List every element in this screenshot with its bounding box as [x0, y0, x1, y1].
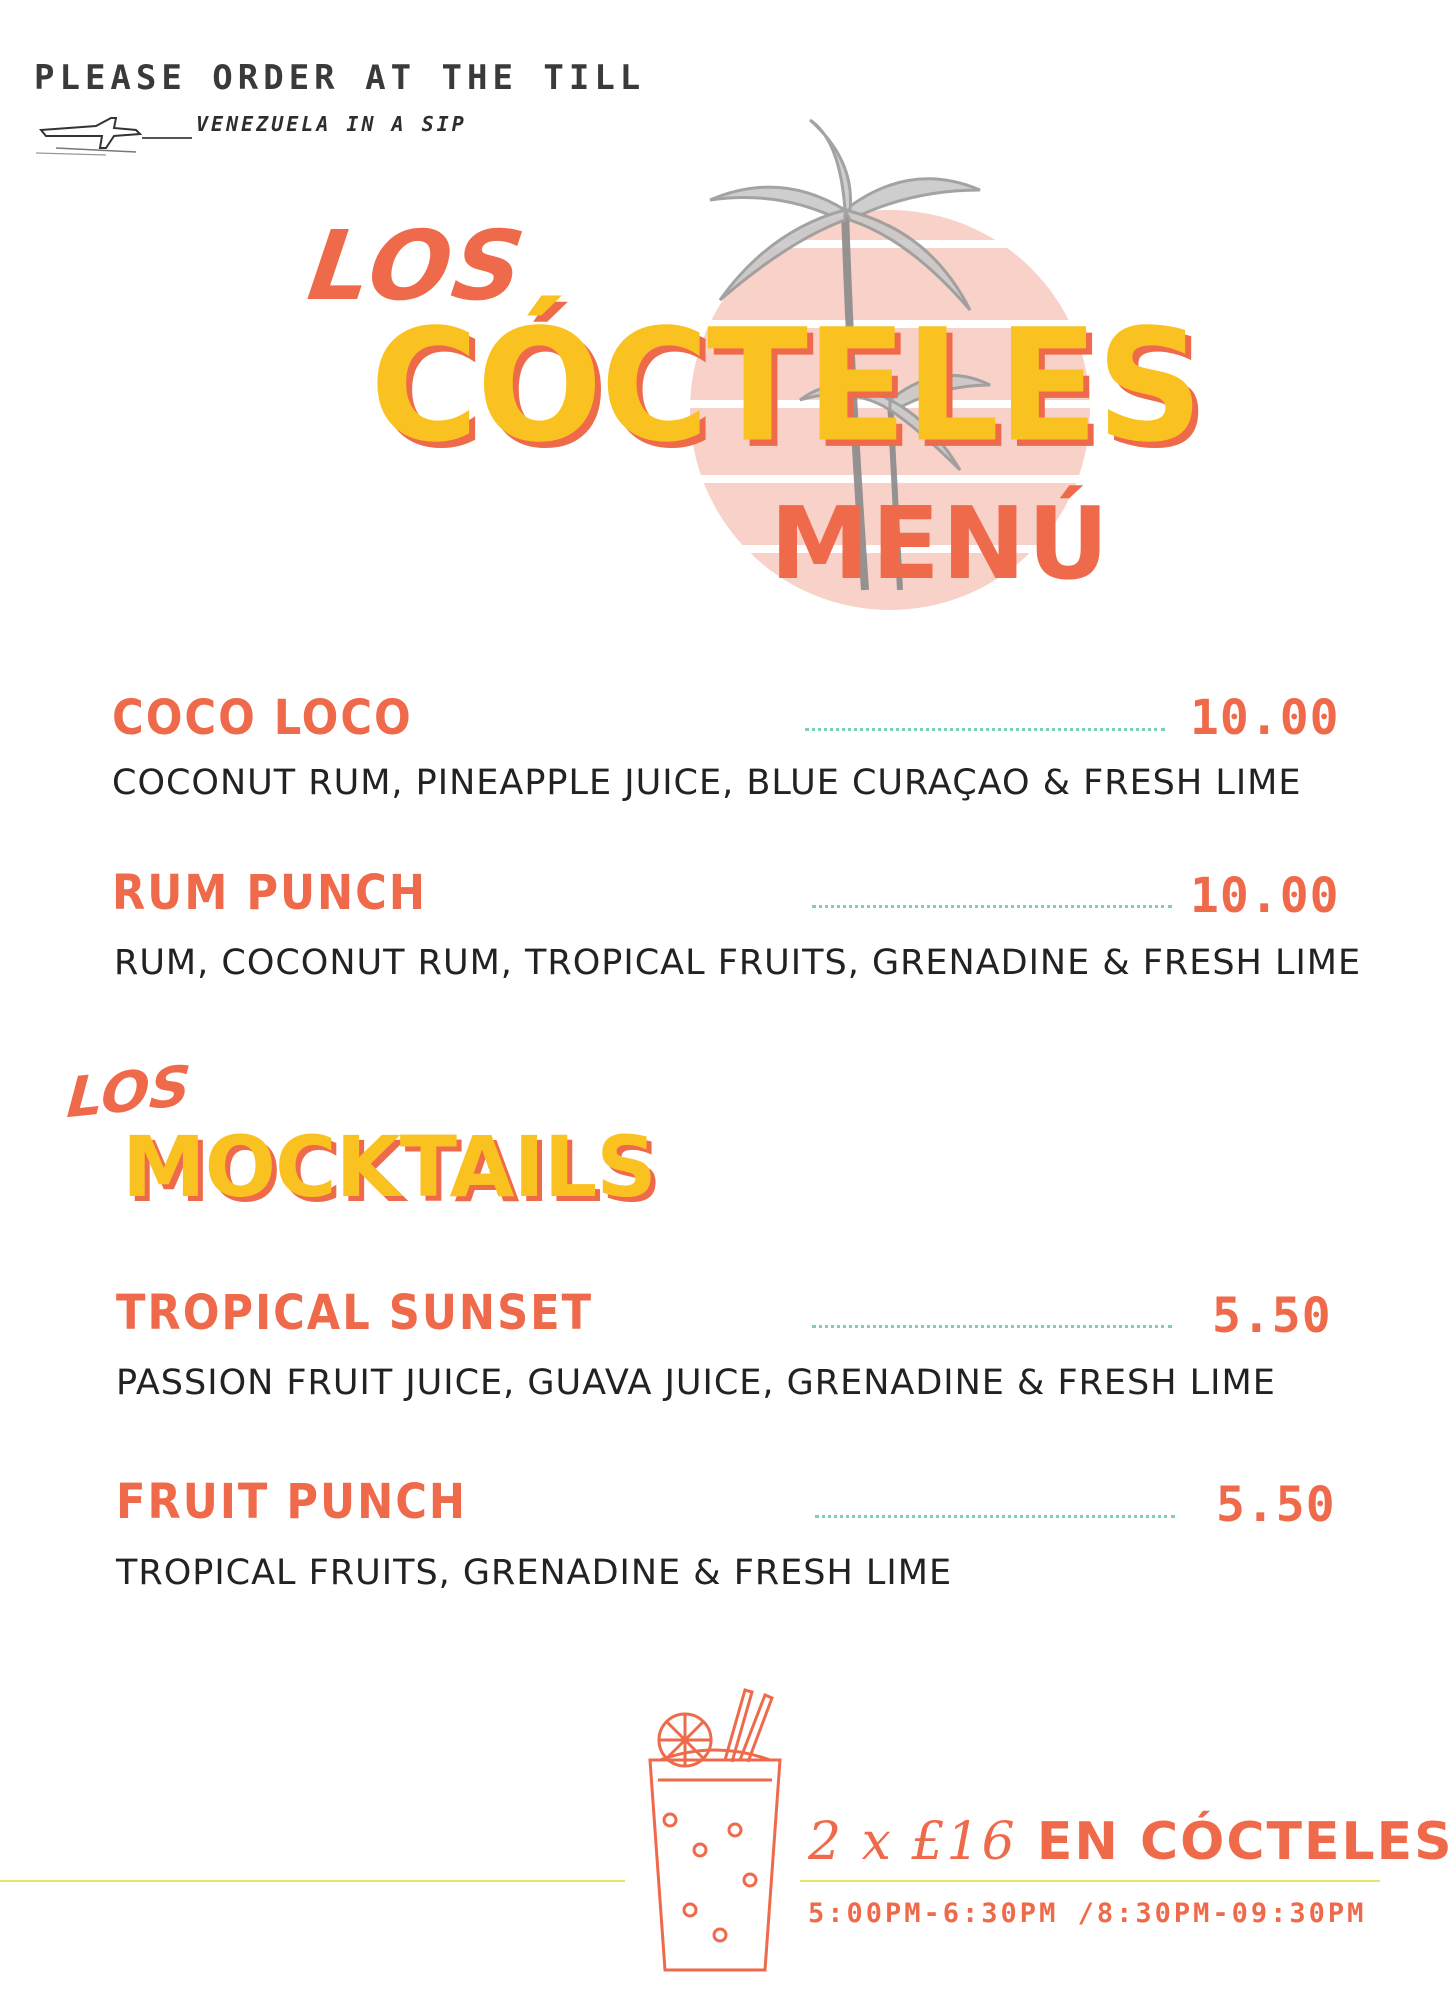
mocktail-description: TROPICAL FRUITS, GRENADINE & FRESH LIME — [116, 1553, 953, 1593]
cocktail-price: 10.00 — [1190, 690, 1340, 746]
mocktail-price: 5.50 — [1212, 1288, 1332, 1344]
mocktail-name: TROPICAL SUNSET — [116, 1285, 594, 1341]
promo-offer — [808, 1812, 1454, 1872]
mocktail-name: FRUIT PUNCH — [116, 1474, 468, 1530]
mocktail-description: PASSION FRUIT JUICE, GUAVA JUICE, GRENADINE & FRESH LIME — [116, 1363, 1276, 1403]
title-cocteles: CÓCTELES — [370, 295, 1202, 477]
order-notice: PLEASE ORDER AT THE TILL — [34, 58, 646, 98]
mocktails-title: MOCKTAILS — [122, 1118, 656, 1216]
tagline: VENEZUELA IN A SIP — [196, 112, 467, 136]
cocktail-description: COCONUT RUM, PINEAPPLE JUICE, BLUE CURAÇAO & FRESH LIME — [112, 763, 1302, 803]
cocktail-glass-icon — [640, 1680, 790, 1980]
footer-divider — [0, 1880, 625, 1882]
cocktail-name: RUM PUNCH — [112, 865, 427, 921]
leader-dots — [812, 905, 1172, 908]
title-los: LOS — [302, 210, 533, 322]
leader-dots — [812, 1325, 1172, 1328]
divider — [142, 137, 192, 139]
promo-label: EN CÓCTELES — [1036, 1812, 1454, 1872]
footer-divider — [800, 1880, 1380, 1882]
leader-dots — [815, 1515, 1175, 1518]
promo-deal: 2 x £16 — [808, 1812, 1017, 1872]
cocktail-price: 10.00 — [1190, 868, 1340, 924]
title-menu: MENÚ — [770, 485, 1111, 602]
cocktail-name: COCO LOCO — [112, 690, 413, 746]
promo-times: 5:00PM-6:30PM /8:30PM-09:30PM — [808, 1898, 1367, 1929]
plane-icon — [36, 108, 146, 158]
cocktail-description: RUM, COCONUT RUM, TROPICAL FRUITS, GRENADINE & FRESH LIME — [114, 943, 1362, 983]
leader-dots — [805, 728, 1165, 731]
mocktail-price: 5.50 — [1216, 1477, 1336, 1533]
mocktails-los: LOS — [64, 1053, 193, 1132]
